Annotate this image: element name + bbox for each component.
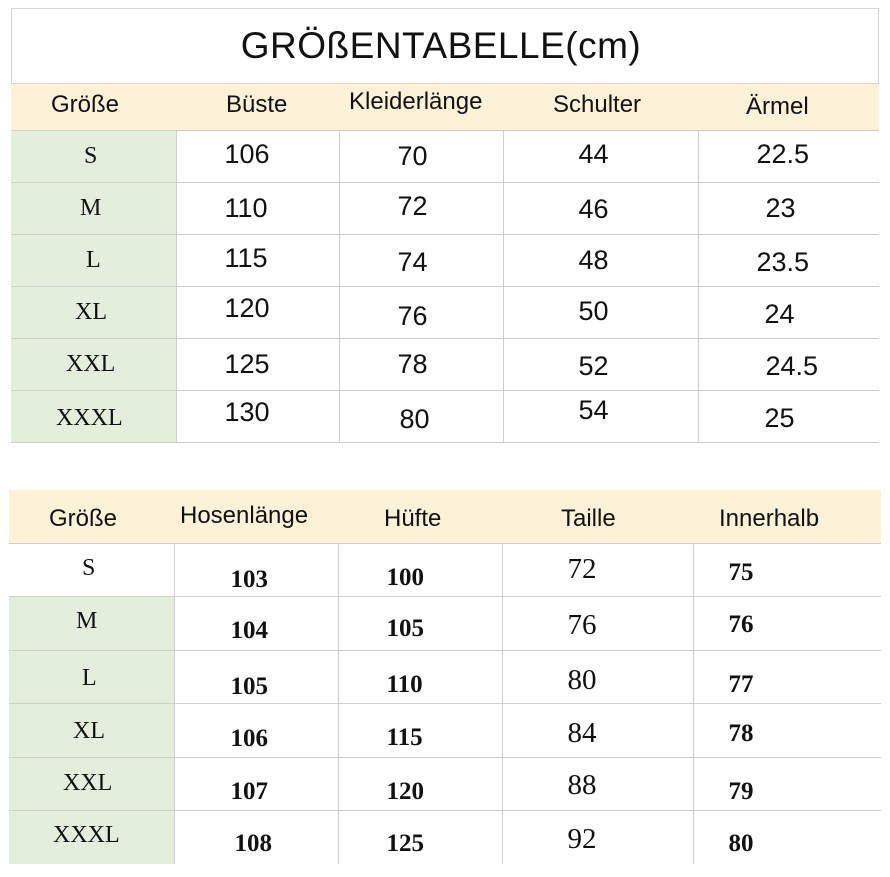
length-cell: 76	[339, 286, 503, 338]
table-row	[11, 130, 879, 182]
sleeve-cell: 23.5	[698, 234, 879, 286]
table-row	[11, 286, 879, 338]
length-cell: 74	[339, 234, 503, 286]
size-cell: L	[9, 650, 174, 704]
sleeve-cell: 25	[698, 390, 879, 442]
inseam-cell: 79	[693, 757, 881, 811]
size-cell: XXXL	[9, 811, 174, 865]
size-cell: XXXL	[11, 390, 176, 442]
waist-cell: 76	[502, 597, 693, 651]
size-cell: L	[11, 234, 176, 286]
header-size: Größe	[49, 505, 118, 533]
bottom-size-table	[9, 490, 881, 864]
waist-cell: 92	[502, 811, 693, 865]
table-row	[11, 234, 879, 286]
inseam-cell: 75	[693, 543, 881, 597]
inseam-cell: 78	[693, 704, 881, 758]
header-trouser-length: Hosenlänge	[180, 502, 309, 530]
table-row	[9, 757, 881, 811]
size-cell: XXL	[11, 338, 176, 390]
header-size: Größe	[51, 90, 120, 118]
top-header-cell	[11, 84, 176, 130]
top-header-cell	[503, 84, 698, 130]
size-cell: S	[11, 130, 176, 182]
top-size-table	[11, 84, 879, 443]
header-bust: Büste	[226, 90, 288, 118]
chart-title: GRÖßENTABELLE(cm)	[240, 25, 642, 66]
bottom-header-cell	[338, 490, 502, 543]
sleeve-cell: 23	[698, 182, 879, 234]
header-hip: Hüfte	[384, 505, 442, 533]
hip-cell: 105	[338, 597, 502, 651]
sleeve-cell: 24.5	[698, 338, 879, 390]
chart-title-box	[11, 8, 879, 84]
trouser-length-cell: 103	[174, 543, 338, 597]
trouser-length-cell: 106	[174, 704, 338, 758]
trouser-length-cell: 107	[174, 757, 338, 811]
trouser-length-cell: 104	[174, 597, 338, 651]
size-cell: M	[9, 597, 174, 651]
length-cell: 70	[339, 130, 503, 182]
size-cell: XXL	[9, 757, 174, 811]
trouser-length-cell: 105	[174, 650, 338, 704]
header-shoulder: Schulter	[553, 90, 642, 118]
hip-cell: 120	[338, 757, 502, 811]
header-inseam: Innerhalb	[719, 505, 820, 533]
waist-cell: 80	[502, 650, 693, 704]
sleeve-cell: 24	[698, 286, 879, 338]
waist-cell: 72	[502, 543, 693, 597]
shoulder-cell: 44	[503, 130, 698, 182]
table-row	[11, 338, 879, 390]
header-waist: Taille	[561, 505, 616, 533]
trouser-length-cell: 108	[174, 811, 338, 865]
top-header-cell	[339, 84, 503, 130]
shoulder-cell: 50	[503, 286, 698, 338]
bottom-header-row	[9, 490, 881, 543]
bust-cell: 130	[176, 390, 339, 442]
sleeve-cell: 22.5	[698, 130, 879, 182]
size-cell: S	[9, 543, 174, 597]
table-row	[9, 543, 881, 597]
hip-cell: 100	[338, 543, 502, 597]
size-cell: XL	[11, 286, 176, 338]
shoulder-cell: 46	[503, 182, 698, 234]
table-row	[11, 182, 879, 234]
table-row	[9, 704, 881, 758]
waist-cell: 84	[502, 704, 693, 758]
table-row	[9, 811, 881, 865]
hip-cell: 110	[338, 650, 502, 704]
inseam-cell: 76	[693, 597, 881, 651]
bottom-header-cell	[174, 490, 338, 543]
table-row	[9, 650, 881, 704]
top-header-row	[11, 84, 879, 130]
bust-cell: 106	[176, 130, 339, 182]
bust-cell: 110	[176, 182, 339, 234]
bust-cell: 125	[176, 338, 339, 390]
bust-cell: 115	[176, 234, 339, 286]
shoulder-cell: 54	[503, 390, 698, 442]
length-cell: 78	[339, 338, 503, 390]
length-cell: 80	[339, 390, 503, 442]
bottom-header-cell	[9, 490, 174, 543]
table-row	[11, 390, 879, 442]
inseam-cell: 80	[693, 811, 881, 865]
length-cell: 72	[339, 182, 503, 234]
hip-cell: 115	[338, 704, 502, 758]
table-row	[9, 597, 881, 651]
header-sleeve: Ärmel	[746, 92, 809, 120]
inseam-cell: 77	[693, 650, 881, 704]
header-length: Kleiderlänge	[349, 87, 483, 115]
hip-cell: 125	[338, 811, 502, 865]
bottom-header-cell	[693, 490, 881, 543]
size-cell: XL	[9, 704, 174, 758]
waist-cell: 88	[502, 757, 693, 811]
shoulder-cell: 52	[503, 338, 698, 390]
shoulder-cell: 48	[503, 234, 698, 286]
size-cell: M	[11, 182, 176, 234]
bust-cell: 120	[176, 286, 339, 338]
